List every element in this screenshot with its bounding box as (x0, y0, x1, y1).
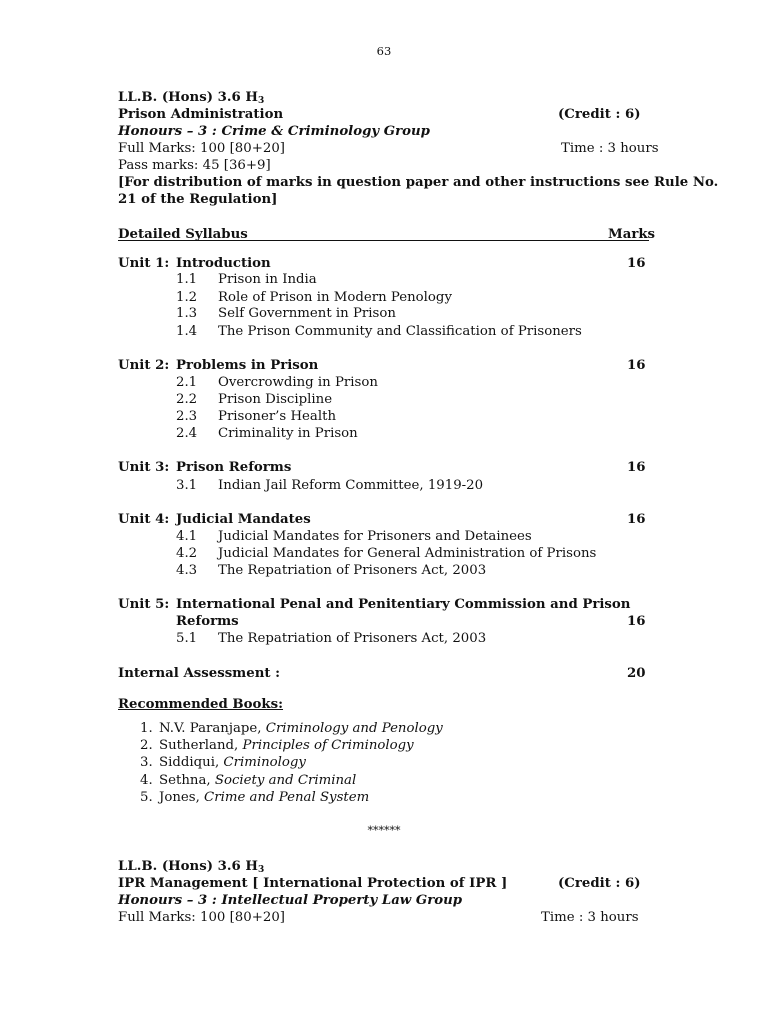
unit-title: Introduction (176, 256, 271, 271)
topic-number: 2.2 (176, 392, 198, 407)
topic-title: The Repatriation of Prisoners Act, 2003 (218, 631, 487, 646)
topic-title: Indian Jail Reform Committee, 1919-20 (218, 478, 484, 493)
book-number: 2. (140, 738, 153, 754)
topic-title: Self Government in Prison (218, 306, 396, 321)
unit-label: Unit 2: (118, 358, 170, 373)
book-author: Sutherland, (159, 738, 243, 754)
topic-number: 4.1 (176, 529, 198, 544)
course1-full-marks: Full Marks: 100 [80+20] (118, 141, 285, 156)
course1-instructions-line1: [For distribution of marks in question paper and other instructions see Rule No. (118, 175, 719, 190)
unit-marks: 16 (627, 256, 646, 271)
topic-number: 1.3 (176, 306, 198, 321)
internal-assessment-label: Internal Assessment : (118, 666, 281, 681)
topic-number: 5.1 (176, 631, 198, 646)
course1-credit: (Credit : 6) (558, 107, 641, 122)
topic-title: Prison Discipline (218, 392, 333, 407)
topic-number: 1.2 (176, 290, 198, 305)
book-author: Sethna, (159, 772, 215, 788)
course1-code: LL.B. (Hons) 3.6 $H_3$ (118, 90, 265, 106)
list-item (140, 789, 443, 806)
unit-title: International Penal and Penitentiary Commission and Prison (176, 597, 631, 612)
topic-number: 4.3 (176, 563, 198, 578)
topic-title: Judicial Mandates for Prisoners and Detainees (218, 529, 532, 544)
book-author: Jones, (159, 789, 205, 805)
syllabus-underline (118, 240, 649, 241)
topic-number: 1.4 (176, 324, 198, 339)
course1-instructions-line2: 21 of the Regulation] (118, 192, 278, 207)
course2-code: LL.B. (Hons) 3.6 $H_3$ (118, 859, 265, 875)
unit-label: Unit 5: (118, 597, 170, 612)
unit-marks: 16 (627, 358, 646, 373)
books-heading: Recommended Books: (118, 697, 284, 712)
book-author: N.V. Paranjape, (159, 721, 266, 736)
course1-title: Prison Administration (118, 107, 284, 122)
book-author: Siddiqui, (159, 755, 224, 771)
book-title: Criminology and Penology (265, 721, 443, 736)
book-title: Criminology (223, 755, 306, 771)
topic-number: 2.1 (176, 375, 198, 390)
unit-label: Unit 3: (118, 460, 170, 475)
topic-title: Criminality in Prison (218, 426, 358, 441)
topic-title: Prisoner’s Health (218, 409, 337, 424)
course2-group: Honours – 3 : Intellectual Property Law Group (118, 893, 463, 908)
book-number: 5. (140, 789, 153, 805)
unit-label: Unit 4: (118, 512, 170, 527)
unit-marks: 16 (627, 460, 646, 475)
topic-title: Prison in India (218, 272, 317, 287)
section-separator: ****** (367, 824, 401, 837)
topic-number: 3.1 (176, 478, 198, 493)
page-number: 63 (376, 44, 392, 58)
book-number: 4. (140, 772, 153, 788)
book-number: 1. (140, 721, 153, 736)
list-item (140, 772, 443, 789)
topic-title: The Repatriation of Prisoners Act, 2003 (218, 563, 487, 578)
topic-number: 4.2 (176, 546, 198, 561)
course1-pass-marks: Pass marks: 45 [36+9] (118, 158, 271, 173)
unit-title: Prison Reforms (176, 460, 292, 475)
course2-title: IPR Management [ International Protection of IPR ] (118, 876, 508, 891)
syllabus-heading: Detailed Syllabus (118, 227, 248, 242)
topic-number: 1.1 (176, 272, 198, 287)
course2-full-marks: Full Marks: 100 [80+20] (118, 910, 285, 925)
internal-assessment-marks: 20 (627, 666, 646, 681)
list-item (140, 737, 443, 754)
topic-title: The Prison Community and Classification of Prisoners (218, 324, 582, 339)
course2-credit: (Credit : 6) (558, 876, 641, 891)
list-item (140, 754, 443, 771)
marks-heading: Marks (608, 227, 656, 242)
course1-time: Time : 3 hours (561, 141, 659, 156)
topic-number: 2.3 (176, 409, 198, 424)
unit-marks: 16 (627, 614, 646, 629)
book-title: Crime and Penal System (204, 789, 370, 805)
list-item (140, 720, 443, 737)
topic-title: Overcrowding in Prison (218, 375, 378, 390)
book-title: Society and Criminal (214, 772, 357, 788)
topic-number: 2.4 (176, 426, 198, 441)
topic-title: Judicial Mandates for General Administration of Prisons (218, 546, 597, 561)
topic-title: Role of Prison in Modern Penology (218, 290, 452, 305)
unit-title-line2: Reforms (176, 614, 239, 629)
book-title: Principles of Criminology (242, 738, 414, 754)
course1-group: Honours – 3 : Crime & Criminology Group (118, 124, 430, 139)
unit-label: Unit 1: (118, 256, 170, 271)
books-list (140, 720, 443, 806)
unit-marks: 16 (627, 512, 646, 527)
book-number: 3. (140, 755, 153, 771)
course2-time: Time : 3 hours (541, 910, 639, 925)
unit-title: Problems in Prison (176, 358, 319, 373)
unit-title: Judicial Mandates (176, 512, 311, 527)
